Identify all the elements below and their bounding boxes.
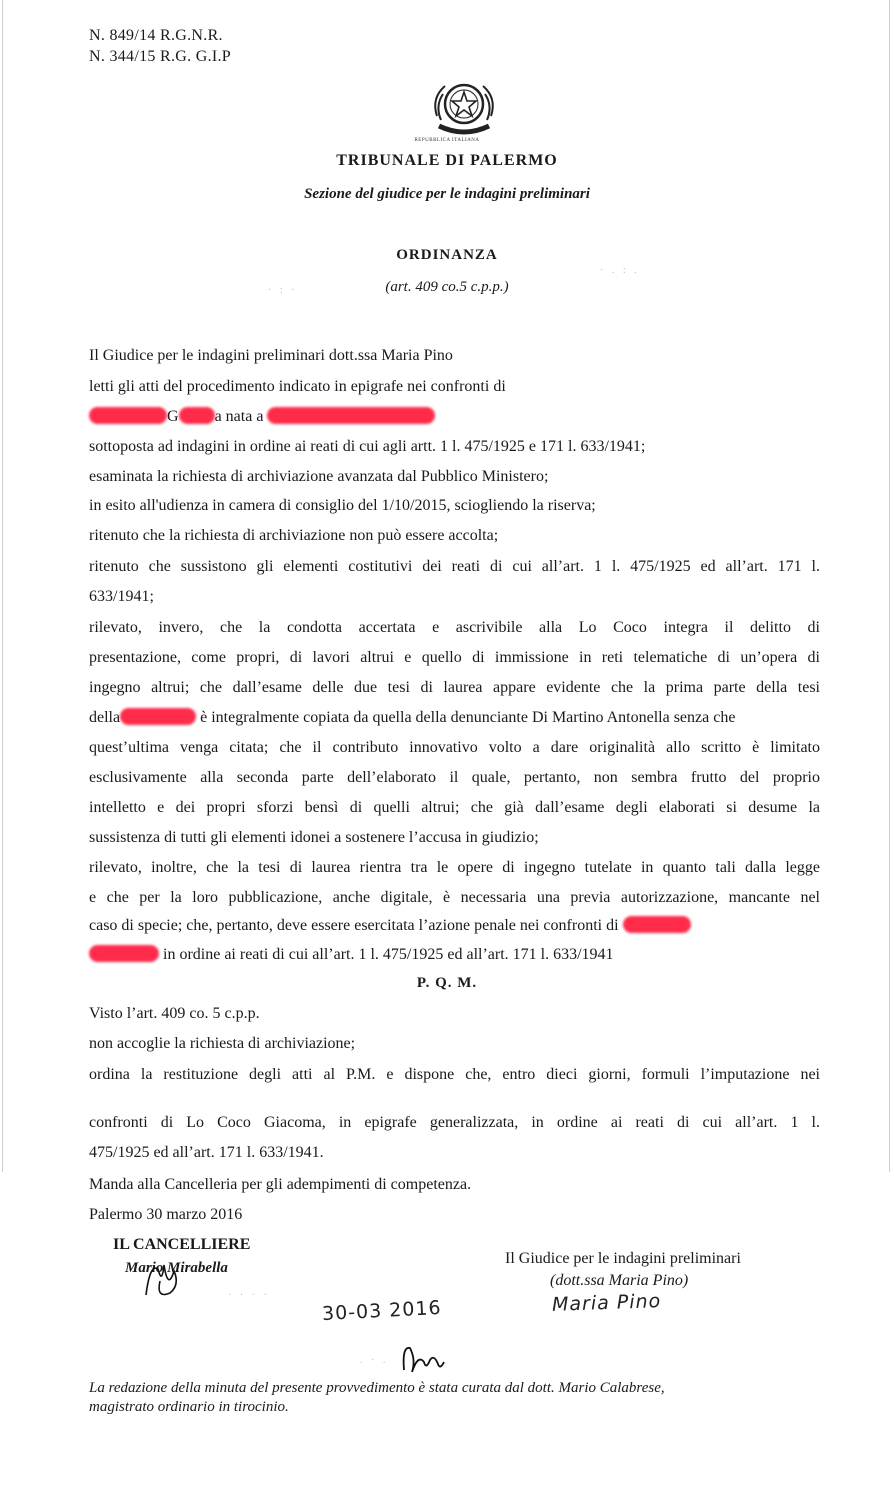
body-line: ritenuto che la richiesta di archiviazione non può essere accolta; bbox=[89, 527, 499, 544]
body-line: rilevato, inoltre, che la tesi di laurea rientra tra le opere di ingegno tutelate in quanto tali dalla legge bbox=[89, 859, 820, 876]
redacted-birthplace-date bbox=[267, 407, 435, 424]
scan-noise: . · . bbox=[360, 1355, 389, 1366]
body-line: esaminata la richiesta di archiviazione avanzata dal Pubblico Ministero; bbox=[89, 468, 549, 485]
clerk-name: Mario Mirabella bbox=[125, 1260, 228, 1276]
scan-noise: · : · bbox=[268, 285, 298, 296]
redacted-name bbox=[89, 945, 159, 962]
decision-line: Manda alla Cancelleria per gli adempimenti di competenza. bbox=[89, 1176, 472, 1193]
initials-scribble-icon bbox=[398, 1340, 446, 1376]
page-left-edge bbox=[2, 0, 3, 1172]
judge-handwritten-signature: Maria Pino bbox=[551, 1290, 662, 1316]
body-line: e che per la loro pubblicazione, anche digitale, è necessaria una previa autorizzazione, mancante nel bbox=[89, 889, 820, 906]
clerk-title: IL CANCELLIERE bbox=[113, 1236, 251, 1253]
body-line: quest’ultima venga citata; che il contributo innovativo volto a dare originalità allo scritto è limitato bbox=[89, 739, 820, 756]
handwritten-date-stamp: 30-03 2016 bbox=[321, 1296, 443, 1326]
decision-line: ordina la restituzione degli atti al P.M. e dispone che, entro dieci giorni, formuli l’imputazione nei bbox=[89, 1066, 820, 1083]
italian-republic-emblem-icon bbox=[427, 76, 501, 142]
decision-line: 475/1925 ed all’art. 171 l. 633/1941. bbox=[89, 1144, 324, 1161]
judge-name: (dott.ssa Maria Pino) bbox=[550, 1272, 689, 1289]
scan-noise: · · · · bbox=[228, 1290, 270, 1301]
body-line: presentazione, come propri, di lavori altrui e quello di immissione in reti telematiche di un’opera di bbox=[89, 649, 820, 666]
footnote-line: magistrato ordinario in tirocinio. bbox=[89, 1399, 289, 1415]
rggip-number: N. 344/15 R.G. G.I.P bbox=[89, 48, 232, 65]
rgnr-number: N. 849/14 R.G.N.R. bbox=[89, 27, 223, 44]
redacted-name bbox=[623, 916, 691, 933]
body-line: in ordine ai reati di cui all’art. 1 l. 475/1925 ed all’art. 171 l. 633/1941 bbox=[89, 945, 820, 965]
court-section: Sezione del giudice per le indagini preliminari bbox=[304, 186, 590, 202]
emblem-ribbon-text: REPUBBLICA ITALIANA bbox=[414, 138, 480, 143]
scan-noise: · . : . bbox=[600, 265, 640, 276]
body-line: caso di specie; che, pertanto, deve essere esercitata l’azione penale nei confronti di bbox=[89, 916, 820, 936]
document-article: (art. 409 co.5 c.p.p.) bbox=[385, 279, 509, 295]
body-line: esclusivamente alla seconda parte dell’elaborato il quale, pertanto, non sembra frutto del proprio bbox=[89, 769, 820, 786]
body-line: rilevato, invero, che la condotta accertata e ascrivibile alla Lo Coco integra il delitto di bbox=[89, 619, 820, 636]
body-line: sussistenza di tutti gli elementi idonei a sostenere l’accusa in giudizio; bbox=[89, 829, 539, 846]
body-line: della è integralmente copiata da quella della denunciante Di Martino Antonella senza che bbox=[89, 709, 736, 726]
page-right-edge bbox=[889, 0, 890, 1172]
judge-title: Il Giudice per le indagini preliminari bbox=[505, 1250, 741, 1267]
pqm-heading: P. Q. M. bbox=[416, 975, 478, 991]
body-line: ingegno altrui; che dall’esame delle due tesi di laurea appare evidente che la prima parte della tesi bbox=[89, 679, 820, 696]
body-line: letti gli atti del procedimento indicato in epigrafe nei confronti di bbox=[89, 378, 506, 395]
decision-line: Visto l’art. 409 co. 5 c.p.p. bbox=[89, 1005, 260, 1022]
body-line: 633/1941; bbox=[89, 588, 154, 605]
body-line: in esito all'udienza in camera di consiglio del 1/10/2015, sciogliendo la riserva; bbox=[89, 497, 596, 514]
clerk-signature-scribble bbox=[140, 1255, 190, 1301]
decision-date: Palermo 30 marzo 2016 bbox=[89, 1206, 243, 1223]
redacted-name bbox=[120, 708, 196, 725]
redacted-name bbox=[179, 407, 215, 424]
court-name: TRIBUNALE DI PALERMO bbox=[336, 152, 558, 169]
decision-line: confronti di Lo Coco Giacoma, in epigrafe generalizzata, in ordine ai reati di cui all’art. 1 l. bbox=[89, 1114, 820, 1131]
body-line: G a nata a bbox=[89, 407, 820, 427]
body-line: ritenuto che sussistono gli elementi costitutivi dei reati di cui all’art. 1 l. 475/1925 ed all’art. 171 l. bbox=[89, 558, 820, 575]
decision-line: non accoglie la richiesta di archiviazione; bbox=[89, 1035, 356, 1052]
body-line: sottoposta ad indagini in ordine ai reati di cui agli artt. 1 l. 475/1925 e 171 l. 633/1941; bbox=[89, 438, 646, 455]
body-line: Il Giudice per le indagini preliminari dott.ssa Maria Pino bbox=[89, 347, 453, 364]
body-line: intelletto e dei propri sforzi bensì di quelli altrui; che già dall’esame degli elaborati si desume la bbox=[89, 799, 820, 816]
redacted-name bbox=[89, 407, 167, 424]
footnote-line: La redazione della minuta del presente provvedimento è stata curata dal dott. Mario Calabrese, bbox=[89, 1380, 665, 1396]
document-title: ORDINANZA bbox=[396, 247, 498, 263]
